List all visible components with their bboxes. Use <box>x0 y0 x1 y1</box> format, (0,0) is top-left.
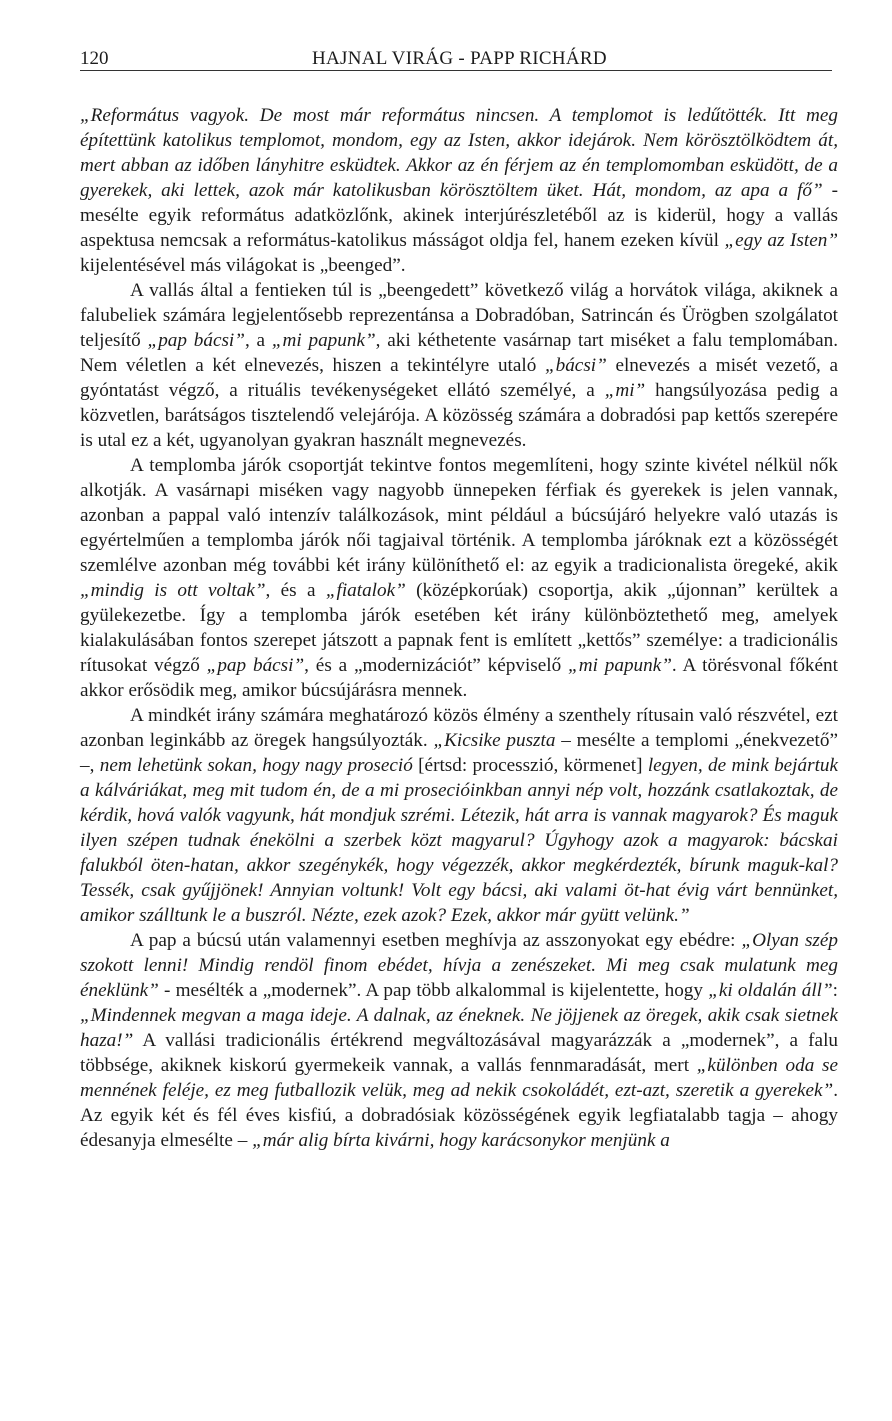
italic-quote-run: „már alig bírta kivárni, hogy karácsonykor menjünk a <box>252 1130 670 1151</box>
italic-quote-run: „Mindennek megvan a maga ideje. A dalnak, az éneknek. Ne jöjjenek az öregek, akik csak sietnek haza!” <box>80 1005 838 1051</box>
text-run: , és a „modernizációt” képviselő <box>304 655 569 676</box>
text-run: , aki kéthetente vasárnap tart miséket a falu templomában. Nem véletlen a két elnevezés, hiszen a tekintélyre utaló <box>80 330 839 376</box>
paragraph-5 <box>80 928 838 1153</box>
text-run: A vallási tradicionális értékrend megváltozásával magyarázzák a „modernek”, a falu többsége, akiknek kiskorú gyermekeik vannak, a vallás fennmaradását, mert <box>80 1030 838 1076</box>
text-run: [értsd: processzió, körmenet] <box>412 755 648 776</box>
italic-quote-run: „bácsi” <box>544 355 607 376</box>
text-run: , és a <box>265 580 326 601</box>
italic-quote-run: „mi” <box>604 380 646 401</box>
italic-quote-run: „Olyan szép szokott lenni! Mindig rendöl finom ebédet, hívja a zenészeket. Mi meg csak mulatunk meg éneklünk” <box>80 930 838 1001</box>
italic-quote-run: legyen, de mink bejártuk a kálváriákat, meg mit tudom én, de a mi prosecióinkban annyi nép volt, hozzánk csatlakoztak, de kérdik, hová valók vagyunk, hát mondjuk szrémi. Létezik, hát arra is vannak magyarok? És maguk ilyen szépen tudnak énekölni a szerbek közt magyarul? Úgyhogy azok a magyarok: bácskai falukból öten-hatan, akkor szegénykék, hogy végezzék, akkor megkérdezték, bírunk maguk-kal? Tessék, csak gyűjjönek! Annyian voltunk! Volt egy bácsi, aki valami öt-hat évig várt bennünket, amikor szálltunk le a buszról. Nézte, ezek azok? Ezek, akkor már gyütt velünk.” <box>80 755 839 926</box>
text-run: – mesélte a templomi „énekvezető” –, <box>80 730 838 776</box>
paragraph-1 <box>80 103 838 278</box>
italic-quote-run: „Református vagyok. De most már református nincsen. A templomot is ledűtötték. Itt meg építettünk katolikus templomot, mondom, egy az Isten, akkor idejárok. Nem körösztölködtem át, mert abban az időben lányhitre esküdtek. Akkor az én férjem az én templomomban esküdött, de a gyerekek, aki lettek, azok már katolikusban körösztöltem üket. Hát, mondom, az apa a fő” <box>80 105 838 201</box>
text-run: (középkorúak) csoportja, akik „újonnan” kerültek a gyülekezetbe. Így a templomba járók esetében két irány különböztethető meg, amelyek kialakulásában fontos szerepet játszott a papnak fent is említett „kettős” személye: a tradicionális rítusokat végző <box>80 580 838 676</box>
running-title: HAJNAL VIRÁG - PAPP RICHÁRD <box>312 48 607 69</box>
italic-quote-run: „mindig is ott voltak” <box>80 580 266 601</box>
page-number: 120 <box>80 48 109 69</box>
italic-quote-run: „fiatalok” <box>325 580 406 601</box>
paragraph-3 <box>80 453 838 703</box>
italic-quote-run: „egy az Isten” <box>724 230 838 251</box>
body-text <box>80 103 838 1153</box>
text-run: . Az egyik két és fél éves kisfiú, a dobradósiak közösségének egyik legfiatalabb tagja – ahogy édesanyja elmesélte – <box>80 1080 838 1151</box>
text-run: - mesélte egyik református adatközlőnk, akinek interjúrészletéből az is kiderül, hogy a vallás aspektusa nemcsak a református-katolikus másságot oldja fel, hanem ezeken kívül <box>80 180 838 251</box>
paragraph-2 <box>80 278 838 453</box>
text-run: : <box>832 980 838 1001</box>
text-run: A templomba járók csoportját tekintve fontos megemlíteni, hogy szinte kivétel nélkül nők alkotják. A vasárnapi miséken vagy nagyobb ünnepeken férfiak és gyerekek is jelen vannak, azonban a pappal való intenzív találkozások, mint például a búcsújáró helyekre való utazás is egyértelműen a templomba járók női tagjaival történik. A templomba járóknak ezt a közösségét szemlélve azonban még további két irány különíthető el: az egyik a tradicionalista öregeké, akik <box>80 455 838 576</box>
running-header <box>80 48 832 71</box>
italic-quote-run: „pap bácsi” <box>206 655 305 676</box>
italic-quote-run: „mi papunk” <box>271 330 376 351</box>
text-run: . A törésvonal főként akkor erősödik meg, amikor búcsújárásra mennek. <box>80 655 838 701</box>
italic-quote-run: „pap bácsi” <box>147 330 245 351</box>
text-run: A mindkét irány számára meghatározó közös élmény a szenthely rítusain való részvétel, ezt azonban leginkább az öregek hangsúlyozták. <box>80 705 838 751</box>
text-run: A vallás által a fentieken túl is „beengedett” következő világ a horvátok világa, akiknek a falubeliek számára legjelentősebb reprezentánsa a Dobradóban, Satrincán és Ürögben szolgálatot teljesítő <box>80 280 838 351</box>
italic-quote-run: „Kicsike puszta <box>433 730 556 751</box>
text-run: , a <box>244 330 272 351</box>
italic-quote-run: „mi papunk” <box>568 655 672 676</box>
italic-quote-run: „különben oda se mennének feléje, ez meg futballozik velük, meg ad nekik csokoládét, ezt-azt, szeretik a gyerekek” <box>80 1055 838 1101</box>
text-run: elnevezés a misét vezető, a gyóntatást végző, a rituális tevékenységeket ellátó személyé, a <box>80 355 838 401</box>
text-run: hangsúlyozása pedig a közvetlen, barátságos tisztelendő velejárója. A közösség számára a dobradósi pap kettős szerepére is utal ez a két, ugyanolyan gyakran használt megnevezés. <box>80 380 838 451</box>
text-run: A pap a búcsú után valamennyi esetben meghívja az asszonyokat egy ebédre: <box>130 930 742 951</box>
italic-quote-run: „ki oldalán áll” <box>708 980 833 1001</box>
text-run: - mesélték a „modernek”. A pap több alkalommal is kijelentette, hogy <box>158 980 709 1001</box>
italic-quote-run: nem lehetünk sokan, hogy nagy proseció <box>99 755 413 776</box>
text-run: kijelentésével más világokat is „beenged”. <box>80 255 406 276</box>
paragraph-4 <box>80 703 838 928</box>
